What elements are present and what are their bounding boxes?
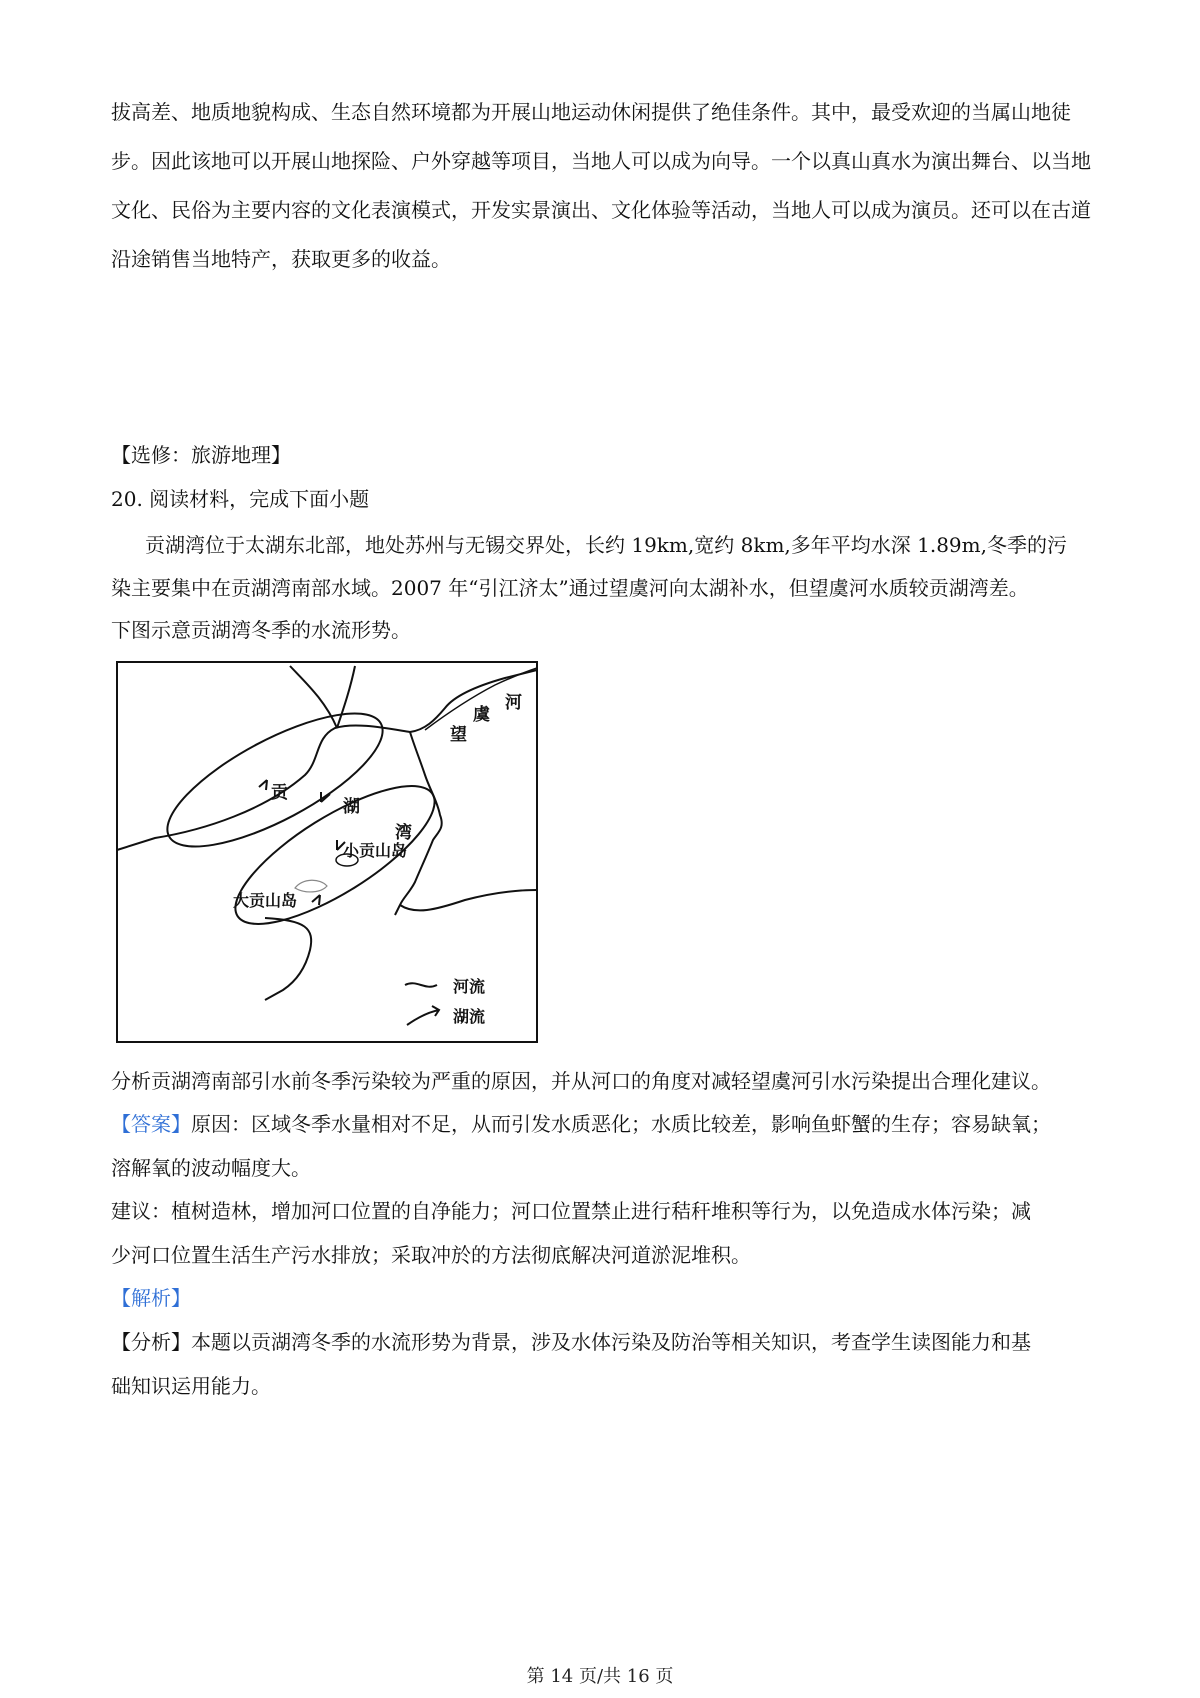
material-line: 贡湖湾位于太湖东北部，地处苏州与无锡交界处，长约 19km,宽约 8km,多年平均水深 1.89m,冬季的污 [145,533,1067,557]
analysis-tag: 【解析】 [111,1286,191,1310]
answer-suggestion-line: 建议：植树造林，增加河口位置的自净能力；河口位置禁止进行秸秆堆积等行为，以免造成水体污染；减 [111,1199,1031,1223]
question-number: 20. [111,487,143,511]
gonghu-bay-map [115,660,541,1046]
analysis-label: 【分析】 [111,1330,191,1354]
answer-suggestion-line: 少河口位置生活生产污水排放；采取冲於的方法彻底解决河道淤泥堆积。 [111,1243,751,1267]
analysis-line [111,1327,1031,1357]
material-line: 下图示意贡湖湾冬季的水流形势。 [111,618,411,642]
material-line: 染主要集中在贡湖湾南部水域。2007 年“引江济太”通过望虞河向太湖补水，但望虞河水质较贡湖湾差。 [111,576,1029,600]
answer-tag: 【答案】 [111,1112,191,1136]
map-label-small-island: 小贡山岛 [343,841,408,860]
legend-river-label: 河流 [453,977,486,996]
question-text: 分析贡湖湾南部引水前冬季污染较为严重的原因，并从河口的角度对减轻望虞河引水污染提出合理化建议。 [111,1069,1051,1093]
map-label-wan: 湾 [395,823,412,843]
analysis-text: 本题以贡湖湾冬季的水流形势为背景，涉及水体污染及防治等相关知识，考查学生读图能力和基 [191,1330,1031,1354]
top-paragraph: 拔高差、地质地貌构成、生态自然环境都为开展山地运动休闲提供了绝佳条件。其中，最受欢迎的当属山地徒步。因此该地可以开展山地探险、户外穿越等项目，当地人可以成为向导。一个以真山真水为演出舞台、以当地文化、民俗为主要内容的文化表演模式，开发实景演出、文化体验等活动，当地人可以成为演员。还可以在古道沿途销售当地特产，获取更多的收益。 [111,100,1091,271]
analysis-line: 础知识运用能力。 [111,1374,271,1398]
question-prompt: 阅读材料，完成下面小题 [149,487,370,511]
answer-reason-line [111,1109,1051,1139]
map-label-hu: 湖 [343,797,360,817]
legend-current-label: 湖流 [453,1007,486,1026]
page-footer: 第 14 页/共 16 页 [526,1666,674,1687]
map-label-yu: 虞 [473,705,490,725]
answer-reason-line: 溶解氧的波动幅度大。 [111,1156,311,1180]
map-label-wang: 望 [450,725,467,745]
map-label-big-island: 大贡山岛 [233,891,298,910]
map-label-gong: 贡 [271,783,288,803]
question-heading [111,484,369,514]
map-label-he: 河 [505,693,522,713]
section-label: 【选修：旅游地理】 [111,443,291,467]
answer-reason-text: 原因：区域冬季水量相对不足，从而引发水质恶化；水质比较差，影响鱼虾蟹的生存；容易缺氧； [191,1112,1051,1136]
